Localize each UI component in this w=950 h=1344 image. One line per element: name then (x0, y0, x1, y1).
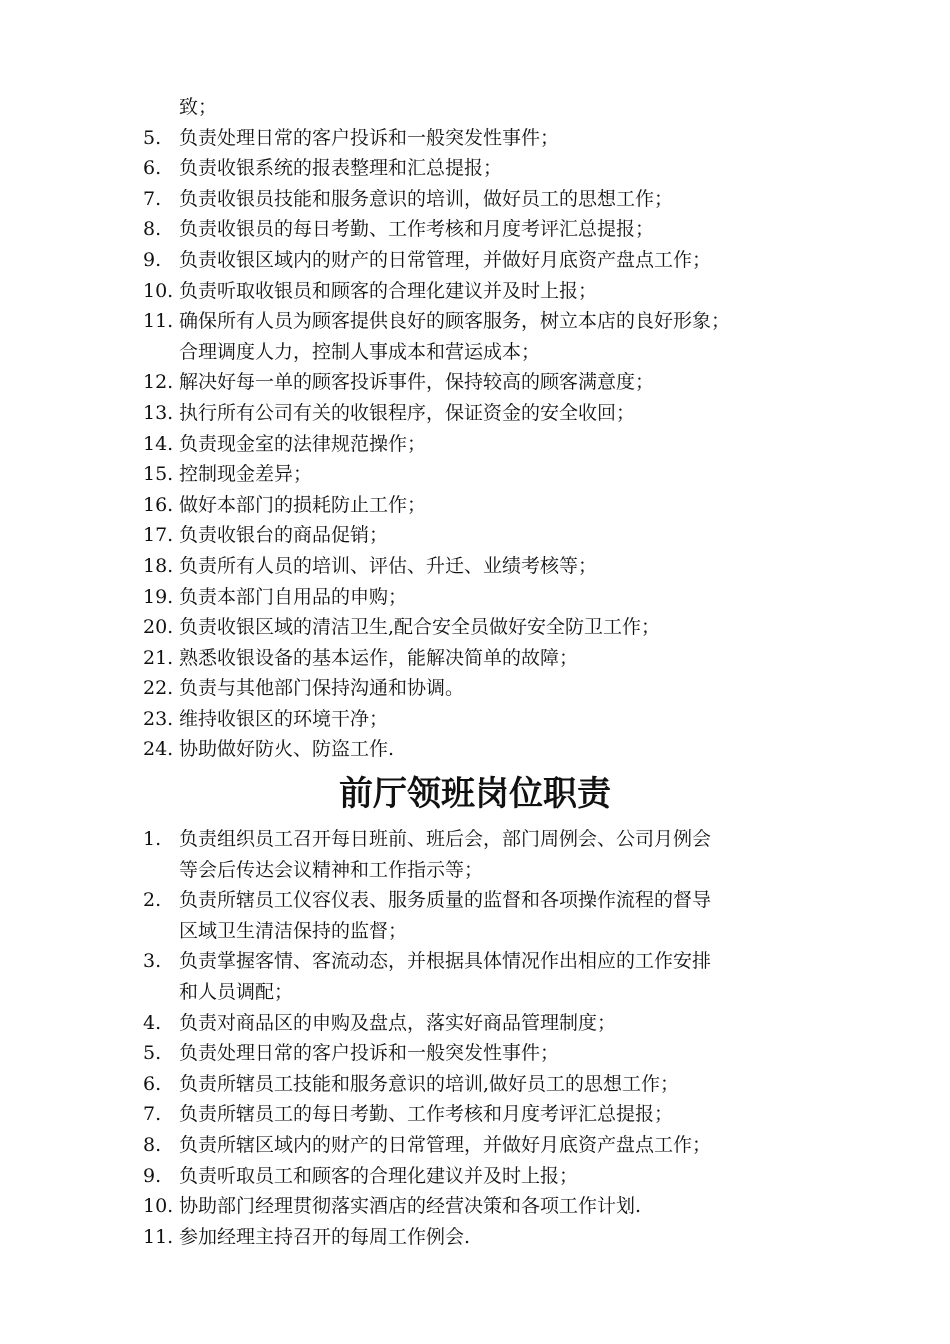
item-number: 20. (143, 616, 174, 639)
list-item (143, 946, 823, 1007)
list-item (143, 734, 823, 765)
item-number: 8. (143, 218, 162, 241)
item-text: 负责收银系统的报表整理和汇总提报； (179, 157, 503, 180)
item-number: 7. (143, 1103, 162, 1126)
list-item (143, 824, 823, 885)
list-item (143, 367, 823, 398)
list-item (143, 643, 823, 674)
list-item (143, 245, 823, 276)
list-item (143, 92, 823, 123)
item-number: 5. (143, 126, 162, 149)
item-number: 4. (143, 1011, 162, 1034)
item-number: 3. (143, 950, 162, 973)
list-item (143, 1099, 823, 1130)
list-item (143, 306, 823, 367)
item-text: 参加经理主持召开的每周工作例会. (179, 1225, 471, 1248)
item-text: 做好本部门的损耗防止工作； (179, 493, 427, 516)
item-number: 8. (143, 1133, 162, 1156)
list-item (143, 582, 823, 613)
item-text: 负责所辖区域内的财产的日常管理，并做好月底资产盘点工作； (179, 1133, 712, 1156)
item-text: 负责处理日常的客户投诉和一般突发性事件； (179, 1042, 560, 1065)
item-number: 6. (143, 157, 162, 180)
list-item (143, 276, 823, 307)
item-number: 22. (143, 677, 174, 700)
item-number: 17. (143, 524, 174, 547)
item-number: 11. (143, 310, 174, 333)
item-text: 负责现金室的法律规范操作； (179, 432, 427, 455)
list-item (143, 123, 823, 154)
item-number: 23. (143, 707, 174, 730)
item-number: 18. (143, 554, 174, 577)
item-text: 负责听取员工和顾客的合理化建议并及时上报； (179, 1164, 579, 1187)
item-text: 负责本部门自用品的申购； (179, 585, 408, 608)
item-text: 负责听取收银员和顾客的合理化建议并及时上报； (179, 279, 598, 302)
item-number: 11. (143, 1225, 174, 1248)
list-item (143, 1191, 823, 1222)
cashier-duties-list (143, 92, 823, 765)
list-item (143, 885, 823, 946)
list-item (143, 1038, 823, 1069)
item-number: 2. (143, 889, 162, 912)
item-number: 15. (143, 463, 174, 486)
item-number: 9. (143, 248, 162, 271)
item-number: 10. (143, 279, 174, 302)
list-item (143, 673, 823, 704)
list-item (143, 612, 823, 643)
item-number: 21. (143, 646, 174, 669)
item-number: 6. (143, 1072, 162, 1095)
list-item (143, 490, 823, 521)
list-item (143, 704, 823, 735)
item-number (143, 92, 179, 123)
list-item (143, 398, 823, 429)
item-number: 16. (143, 493, 174, 516)
item-text: 负责收银员的每日考勤、工作考核和月度考评汇总提报； (179, 218, 655, 241)
item-text: 熟悉收银设备的基本运作，能解决简单的故障； (179, 646, 579, 669)
item-text: 负责处理日常的客户投诉和一般突发性事件； (179, 126, 560, 149)
item-text: 控制现金差异； (179, 463, 313, 486)
item-number: 14. (143, 432, 174, 455)
item-number: 13. (143, 401, 174, 424)
item-number: 7. (143, 187, 162, 210)
front-desk-supervisor-duties-list (143, 824, 823, 1252)
list-item (143, 1008, 823, 1039)
item-text: 协助做好防火、防盗工作. (179, 738, 395, 761)
list-item (143, 429, 823, 460)
item-text: 协助部门经理贯彻落实酒店的经营决策和各项工作计划. (179, 1195, 642, 1218)
list-item (143, 184, 823, 215)
list-item (143, 153, 823, 184)
item-text: 执行所有公司有关的收银程序，保证资金的安全收回； (179, 401, 636, 424)
list-item (143, 459, 823, 490)
item-number: 5. (143, 1042, 162, 1065)
item-number: 1. (143, 828, 162, 850)
item-text: 确保所有人员为顾客提供良好的顾客服务，树立本店的良好形象； 合理调度人力，控制人事成本和营运成本； (179, 310, 731, 363)
list-item (143, 1130, 823, 1161)
item-number: 10. (143, 1195, 174, 1218)
item-number: 19. (143, 585, 174, 608)
item-number: 9. (143, 1164, 162, 1187)
item-number: 12. (143, 371, 174, 394)
list-item (143, 520, 823, 551)
item-text: 负责收银区域的清洁卫生,配合安全员做好安全防卫工作； (179, 616, 661, 639)
item-text: 负责收银员技能和服务意识的培训，做好员工的思想工作； (179, 187, 674, 210)
list-item (143, 1222, 823, 1253)
item-text: 负责组织员工召开每日班前、班后会，部门周例会、公司月例会 等会后传达会议精神和工作指示等； (179, 828, 712, 881)
section-title: 前厅领班岗位职责 (339, 774, 611, 814)
list-item (143, 1069, 823, 1100)
item-text: 致； (179, 96, 218, 118)
item-text: 负责收银台的商品促销； (179, 524, 389, 547)
item-text: 负责与其他部门保持沟通和协调。 (179, 677, 465, 700)
item-text: 负责所辖员工仪容仪表、服务质量的监督和各项操作流程的督导 区域卫生清洁保持的监督； (179, 889, 712, 942)
item-text: 负责所有人员的培训、评估、升迁、业绩考核等； (179, 554, 598, 577)
item-text: 负责掌握客情、客流动态，并根据具体情况作出相应的工作安排 和人员调配； (179, 950, 712, 1003)
list-item (143, 1161, 823, 1192)
item-text: 维持收银区的环境干净； (179, 707, 389, 730)
item-text: 解决好每一单的顾客投诉事件，保持较高的顾客满意度； (179, 371, 655, 394)
list-item (143, 551, 823, 582)
list-item (143, 214, 823, 245)
item-text: 负责对商品区的申购及盘点，落实好商品管理制度； (179, 1011, 617, 1034)
item-text: 负责收银区域内的财产的日常管理，并做好月底资产盘点工作； (179, 248, 712, 271)
item-number: 24. (143, 738, 174, 761)
item-text: 负责所辖员工的每日考勤、工作考核和月度考评汇总提报； (179, 1103, 674, 1126)
item-text: 负责所辖员工技能和服务意识的培训,做好员工的思想工作； (179, 1072, 680, 1095)
